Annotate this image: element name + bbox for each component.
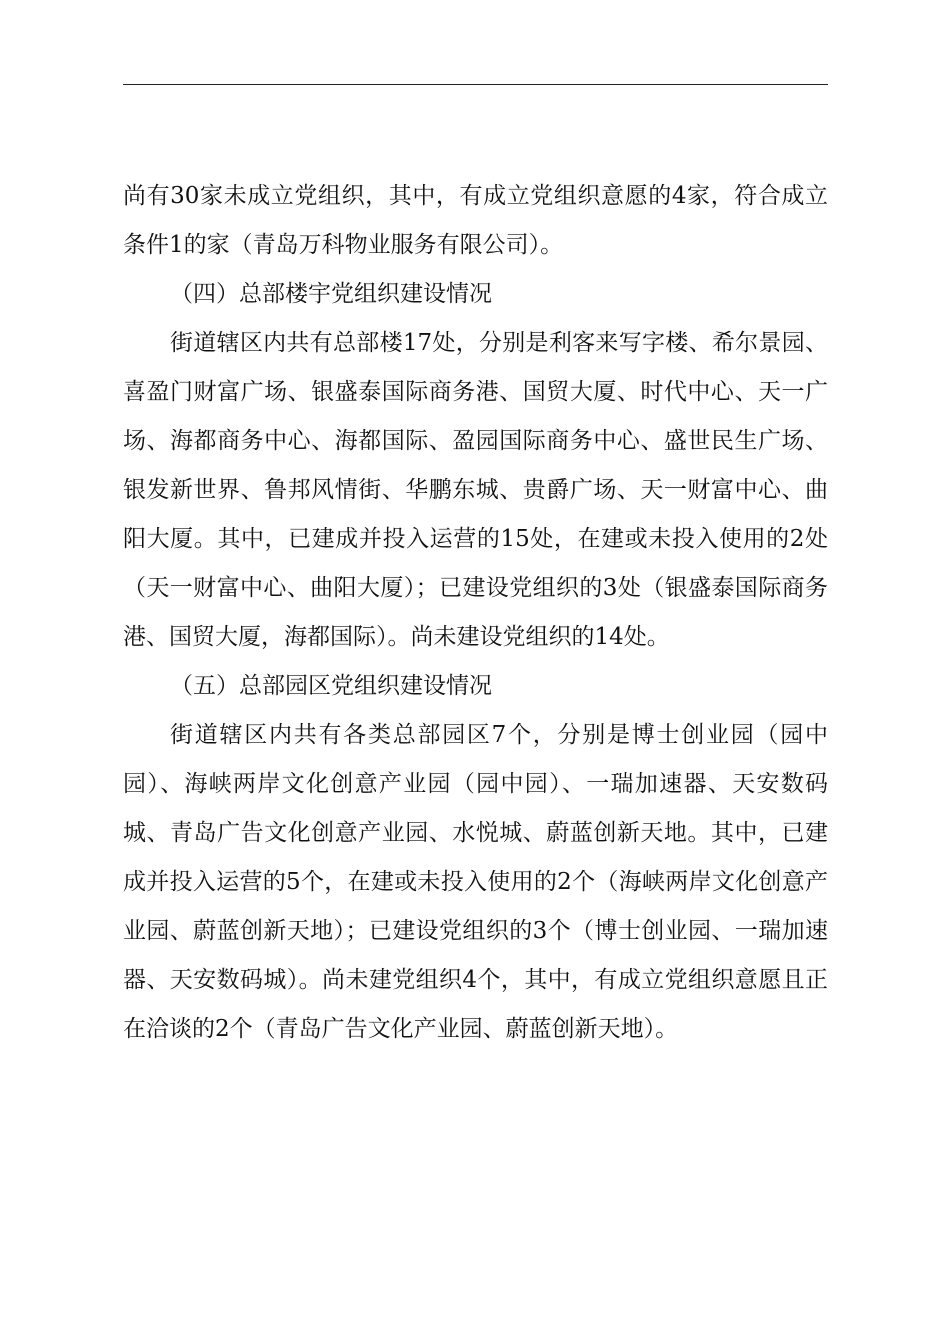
paragraph-headquarters-buildings: 街道辖区内共有总部楼17处，分别是利客来写字楼、希尔景园、喜盈门财富广场、银盛泰国际商务港、国贸大厦、时代中心、天一广场、海都商务中心、海都国际、盈园国际商务中心、盛世民生广场、银发新世界、鲁邦风情街、华鹏东城、贵爵广场、天一财富中心、曲阳大厦。其中，已建成并投入运营的15处，在建或未投入使用的2处（天一财富中心、曲阳大厦）；已建设党组织的3处（银盛泰国际商务港、国贸大厦，海都国际）。尚未建设党组织的14处。 xyxy=(123,330,828,650)
paragraph-continuation: 尚有30家未成立党组织，其中，有成立党组织意愿的4家，符合成立条件1的家（青岛万科物业服务有限公司）。 xyxy=(123,183,828,258)
section-heading-4: （四）总部楼宇党组织建设情况 xyxy=(170,281,492,307)
header-rule xyxy=(123,84,828,85)
section-heading-5: （五）总部园区党组织建设情况 xyxy=(170,673,492,699)
document-body xyxy=(123,172,828,1054)
paragraph-headquarters-parks: 街道辖区内共有各类总部园区7个，分别是博士创业园（园中园）、海峡两岸文化创意产业园（园中园）、一瑞加速器、天安数码城、青岛广告文化创意产业园、水悦城、蔚蓝创新天地。其中，已建成并投入运营的5个，在建或未投入使用的2个（海峡两岸文化创意产业园、蔚蓝创新天地）；已建设党组织的3个（博士创业园、一瑞加速器、天安数码城）。尚未建党组织4个，其中，有成立党组织意愿且正在洽谈的2个（青岛广告文化产业园、蔚蓝创新天地）。 xyxy=(123,722,828,1042)
